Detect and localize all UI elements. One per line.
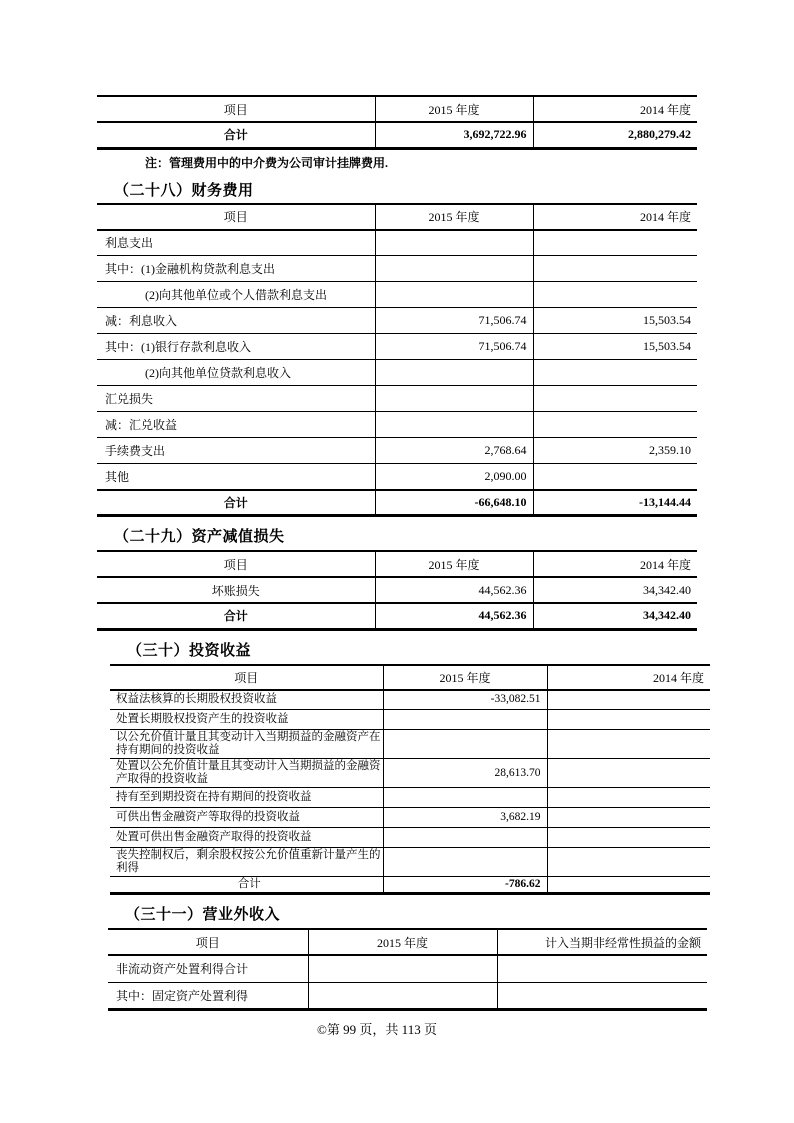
value-2015 (383, 788, 547, 808)
value-2015: -786.62 (383, 877, 547, 894)
value-2014: 2,880,279.42 (533, 122, 697, 148)
value-2014 (533, 256, 697, 282)
section-title-financial-expenses: （二十八）财务费用 (114, 182, 254, 199)
table-row-total (110, 877, 710, 894)
item-label: 非流动资产处置利得合计 (108, 955, 308, 982)
value-2015 (375, 386, 533, 412)
header-2015: 2015 年度 (375, 96, 533, 122)
header-item: 项目 (97, 204, 375, 230)
table-row (97, 334, 697, 360)
item-label: (2)向其他单位贷款利息收入 (97, 360, 375, 386)
value-2014: -13,144.44 (533, 490, 697, 516)
value-2015: 71,506.74 (375, 308, 533, 334)
table-row (108, 982, 707, 1009)
item-label: 处置可供出售金融资产取得的投资收益 (110, 828, 383, 848)
value-2014 (547, 808, 710, 828)
value-2015 (383, 710, 547, 730)
table-row (110, 730, 710, 759)
table-row (110, 710, 710, 730)
value-2015: 2,090.00 (375, 464, 533, 490)
value-2014: 15,503.54 (533, 334, 697, 360)
item-label: 持有至到期投资在持有期间的投资收益 (110, 788, 383, 808)
asset-impairment-table (97, 550, 697, 631)
item-label: 利息支出 (97, 230, 375, 256)
item-label: 处置长期股权投资产生的投资收益 (110, 710, 383, 730)
value-2014 (533, 464, 697, 490)
value-2015 (383, 848, 547, 877)
table-row (97, 256, 697, 282)
investment-income-table (110, 664, 710, 896)
table-header-row (97, 551, 697, 577)
item-label: 可供出售金融资产等取得的投资收益 (110, 808, 383, 828)
header-item: 项目 (97, 551, 375, 577)
value-2014 (547, 828, 710, 848)
header-2014: 2014 年度 (547, 665, 710, 690)
item-label: 其中：(1)银行存款利息收入 (97, 334, 375, 360)
item-label: 减：利息收入 (97, 308, 375, 334)
table-row (108, 955, 707, 982)
value-2014: 34,342.40 (533, 577, 697, 603)
table-row (97, 386, 697, 412)
value-2015 (383, 730, 547, 759)
value-2015 (375, 230, 533, 256)
item-label: 合计 (97, 122, 375, 148)
value-2015: 44,562.36 (375, 603, 533, 629)
value-2014 (547, 877, 710, 894)
value-2014 (547, 759, 710, 788)
management-fee-total-table (97, 95, 697, 150)
item-label: 合计 (97, 603, 375, 629)
item-label: 汇兑损失 (97, 386, 375, 412)
table-row-total (97, 122, 697, 148)
value-2015 (308, 955, 497, 982)
value-2015: 44,562.36 (375, 577, 533, 603)
value-2014 (533, 360, 697, 386)
section-title-non-operating-income: （三十一）营业外收入 (125, 907, 281, 923)
value-2014: 15,503.54 (533, 308, 697, 334)
item-label: 坏账损失 (97, 577, 375, 603)
table-row (97, 282, 697, 308)
value-2015 (375, 256, 533, 282)
value-2015: -66,648.10 (375, 490, 533, 516)
table-row (97, 464, 697, 490)
value-2014 (547, 710, 710, 730)
value-2015 (375, 282, 533, 308)
table-row (110, 828, 710, 848)
table-row (110, 759, 710, 788)
item-label: 权益法核算的长期股权投资收益 (110, 690, 383, 710)
page-footer: ©第 99 页，共 113 页 (317, 1021, 437, 1037)
value-2014 (533, 386, 697, 412)
header-2015: 2015 年度 (375, 204, 533, 230)
table-row (110, 788, 710, 808)
value-2014: 34,342.40 (533, 603, 697, 629)
header-2014: 2014 年度 (533, 204, 697, 230)
value-2014 (533, 282, 697, 308)
header-item: 项目 (110, 665, 383, 690)
item-label: 其他 (97, 464, 375, 490)
table-header-row (97, 204, 697, 230)
value-2014 (547, 848, 710, 877)
item-label: 丧失控制权后，剩余股权按公允价值重新计量产生的利得 (110, 848, 383, 877)
note-text: 注：管理费用中的中介费为公司审计挂牌费用. (145, 155, 389, 170)
table-row (110, 808, 710, 828)
value-2015: 2,768.64 (375, 438, 533, 464)
value-non-recurring (497, 982, 707, 1009)
header-2015: 2015 年度 (375, 551, 533, 577)
item-label: 其中：固定资产处置利得 (108, 982, 308, 1009)
value-2015: 3,682.19 (383, 808, 547, 828)
table-row (97, 438, 697, 464)
header-2014: 2014 年度 (533, 551, 697, 577)
value-2015 (383, 828, 547, 848)
value-2015: 28,613.70 (383, 759, 547, 788)
header-item: 项目 (97, 96, 375, 122)
item-label: 合计 (110, 877, 383, 894)
value-2015 (308, 982, 497, 1009)
item-label: (2)向其他单位或个人借款利息支出 (97, 282, 375, 308)
item-label: 处置以公允价值计量且其变动计入当期损益的金融资产取得的投资收益 (110, 759, 383, 788)
table-row (110, 848, 710, 877)
table-row (110, 690, 710, 710)
table-row-total (97, 490, 697, 516)
table-row (97, 577, 697, 603)
value-2015: -33,082.51 (383, 690, 547, 710)
item-label: 其中：(1)金融机构贷款利息支出 (97, 256, 375, 282)
item-label: 以公允价值计量且其变动计入当期损益的金融资产在持有期间的投资收益 (110, 730, 383, 759)
item-label: 手续费支出 (97, 438, 375, 464)
section-title-asset-impairment: （二十九）资产减值损失 (114, 529, 285, 545)
value-2014 (533, 230, 697, 256)
header-2014: 2014 年度 (533, 96, 697, 122)
item-label: 减：汇兑收益 (97, 412, 375, 438)
table-row (97, 412, 697, 438)
table-row (97, 308, 697, 334)
header-non-recurring: 计入当期非经常性损益的金额 (497, 929, 707, 955)
value-2015 (375, 412, 533, 438)
header-item: 项目 (108, 929, 308, 955)
item-label: 合计 (97, 490, 375, 516)
value-2014 (547, 730, 710, 759)
table-row-total (97, 603, 697, 629)
table-header-row (108, 929, 707, 955)
value-2014: 2,359.10 (533, 438, 697, 464)
table-row (97, 230, 697, 256)
value-2014 (547, 690, 710, 710)
table-header-row (110, 665, 710, 690)
value-2015: 3,692,722.96 (375, 122, 533, 148)
non-operating-income-table (108, 928, 707, 1011)
value-2015: 71,506.74 (375, 334, 533, 360)
financial-expenses-table (97, 203, 697, 518)
value-2015 (375, 360, 533, 386)
header-2015: 2015 年度 (383, 665, 547, 690)
header-2015: 2015 年度 (308, 929, 497, 955)
section-title-investment-income: （三十）投资收益 (127, 642, 252, 659)
value-2014 (533, 412, 697, 438)
value-non-recurring (497, 955, 707, 982)
value-2014 (547, 788, 710, 808)
table-header-row (97, 96, 697, 122)
table-row (97, 360, 697, 386)
